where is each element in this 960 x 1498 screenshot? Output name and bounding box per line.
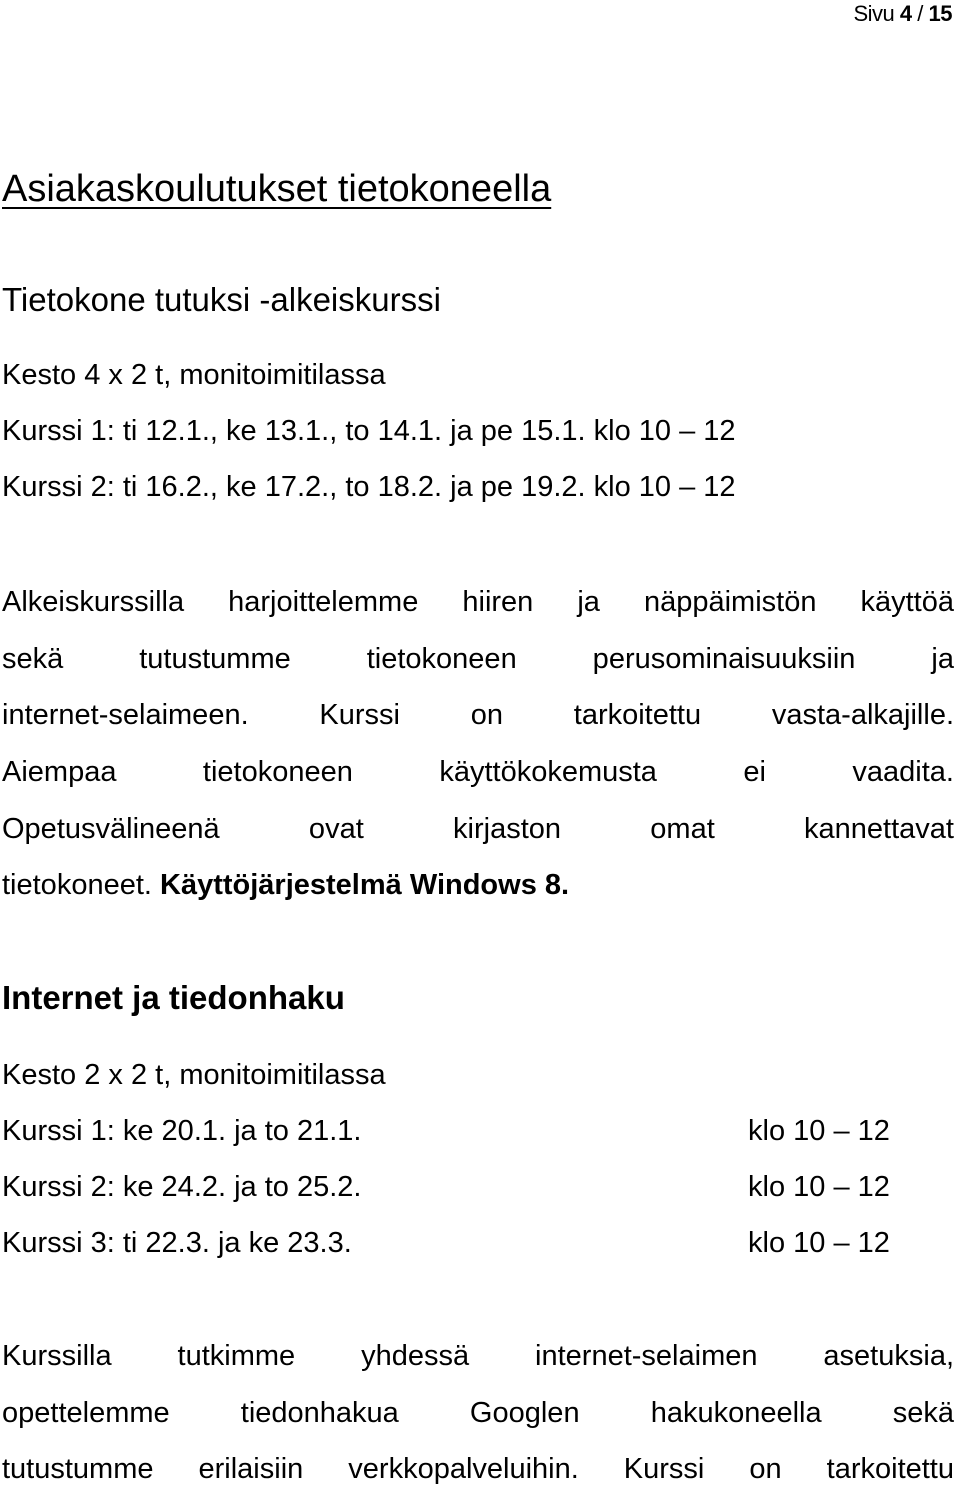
section1-desc-line-1: Alkeiskurssilla harjoittelemme hiiren ja näppäimistön käyttöä bbox=[2, 586, 954, 618]
section1-desc-line-4: Aiempaa tietokoneen käyttökokemusta ei vaadita. bbox=[2, 756, 954, 789]
section2-desc-line-3: tutustumme erilaisiin verkkopalveluihin. Kurssi on tarkoitettu bbox=[2, 1453, 954, 1486]
section1-desc-line-3: internet-selaimeen. Kurssi on tarkoitettu vasta-alkajille. bbox=[2, 699, 954, 732]
section2-description bbox=[2, 1328, 954, 1498]
section2-desc-line-2: opettelemme tiedonhakua Googlen hakukoneella sekä bbox=[2, 1396, 954, 1429]
course-time: klo 10 – 12 bbox=[748, 1171, 890, 1203]
section2-heading: Internet ja tiedonhaku bbox=[2, 979, 345, 1016]
page-title: Asiakaskoulutukset tietokoneella bbox=[2, 168, 552, 210]
section2-course-2 bbox=[2, 1169, 954, 1205]
section1-desc-last-plain: tietokoneet. bbox=[2, 869, 160, 902]
course-time: klo 10 – 12 bbox=[748, 1227, 890, 1259]
section2-desc-line-1: Kurssilla tutkimme yhdessä internet-selaimen asetuksia, bbox=[2, 1340, 954, 1372]
section1-heading: Tietokone tutuksi -alkeiskurssi bbox=[2, 281, 441, 318]
course-dates: Kurssi 3: ti 22.3. ja ke 23.3. bbox=[2, 1227, 352, 1259]
section2-duration: Kesto 2 x 2 t, monitoimitilassa bbox=[2, 1059, 386, 1091]
course-time: klo 10 – 12 bbox=[748, 1115, 890, 1147]
section1-course-2: Kurssi 2: ti 16.2., ke 17.2., to 18.2. ja pe 19.2. klo 10 – 12 bbox=[2, 471, 736, 503]
section2-course-3 bbox=[2, 1225, 954, 1261]
section1-duration: Kesto 4 x 2 t, monitoimitilassa bbox=[2, 359, 386, 391]
page-separator: / bbox=[917, 1, 923, 26]
page-prefix: Sivu bbox=[853, 1, 895, 26]
page-total: 15 bbox=[928, 1, 952, 26]
section2-course-1 bbox=[2, 1113, 954, 1149]
page-current: 4 bbox=[899, 1, 912, 26]
section1-desc-line-2: sekä tutustumme tietokoneen perusominaisuuksiin ja bbox=[2, 642, 954, 675]
course-dates: Kurssi 1: ke 20.1. ja to 21.1. bbox=[2, 1115, 362, 1147]
section1-desc-line-6 bbox=[2, 857, 954, 914]
course-dates: Kurssi 2: ke 24.2. ja to 25.2. bbox=[2, 1171, 362, 1203]
section1-course-1: Kurssi 1: ti 12.1., ke 13.1., to 14.1. ja pe 15.1. klo 10 – 12 bbox=[2, 415, 736, 447]
section1-desc-line-5: Opetusvälineenä ovat kirjaston omat kannettavat bbox=[2, 812, 954, 845]
section1-desc-last-bold: Käyttöjärjestelmä Windows 8. bbox=[160, 869, 570, 902]
page-number bbox=[853, 0, 952, 28]
section1-description bbox=[2, 574, 954, 914]
